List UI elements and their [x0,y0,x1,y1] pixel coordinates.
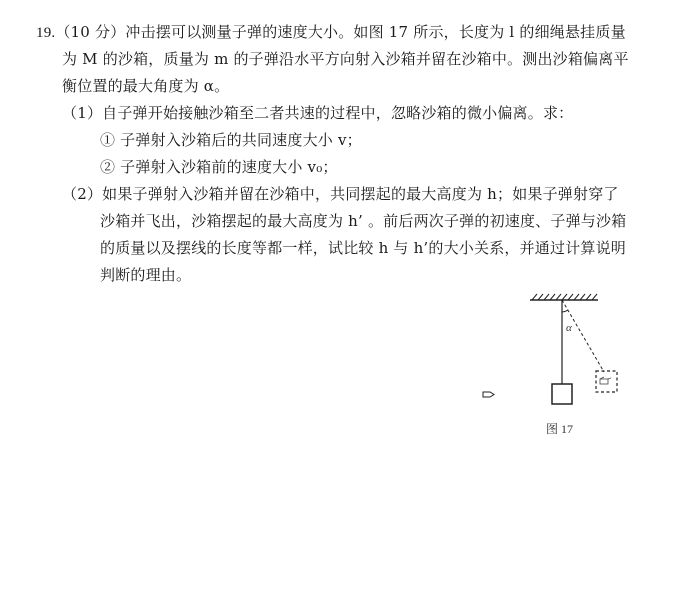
part2-line-2: 沙箱并飞出，沙箱摆起的最大高度为 h’ 。前后两次子弹的初速度、子弹与沙箱 [100,212,627,230]
question-stem-line-3: 衡位置的最大角度为 α。 [62,77,230,95]
question-stem-line-2: 为 M 的沙箱，质量为 m 的子弹沿水平方向射入沙箱并留在沙箱中。测出沙箱偏离平 [62,50,629,68]
part1-sub2: ② 子弹射入沙箱前的速度大小 v₀； [100,158,338,176]
part1-label: （1） [62,104,103,122]
part2-label: （2） [62,185,103,203]
angle-label: α [566,322,572,334]
ceiling-support [530,294,598,300]
displaced-string [562,300,604,372]
part1-sub1: ① 子弹射入沙箱后的共同速度大小 v； [100,131,362,149]
displaced-sand-box [596,371,617,392]
part2-text-1: 如果子弹射入沙箱并留在沙箱中，共同摆起的最大高度为 h；如果子弹射穿了 [102,185,619,203]
part2-line-4: 判断的理由。 [100,266,192,284]
question-stem-line-1: 冲击摆可以测量子弹的速度大小。如图 17 所示，长度为 l 的细绳悬挂质量 [125,23,626,41]
part1-text: 自子弹开始接触沙箱至二者共速的过程中，忽略沙箱的微小偏离。求： [102,104,574,122]
figure-caption: 图 17 [546,422,574,436]
part2-line-3: 的质量以及摆线的长度等都一样，试比较 h 与 h’的大小关系，并通过计算说明 [100,239,626,257]
sand-box [552,384,572,404]
angle-arc [562,310,568,312]
question-points: （10 分） [55,23,126,41]
displaced-box-inner-mark [600,377,611,384]
question-number: 19. [36,25,56,41]
bullet [483,392,494,397]
